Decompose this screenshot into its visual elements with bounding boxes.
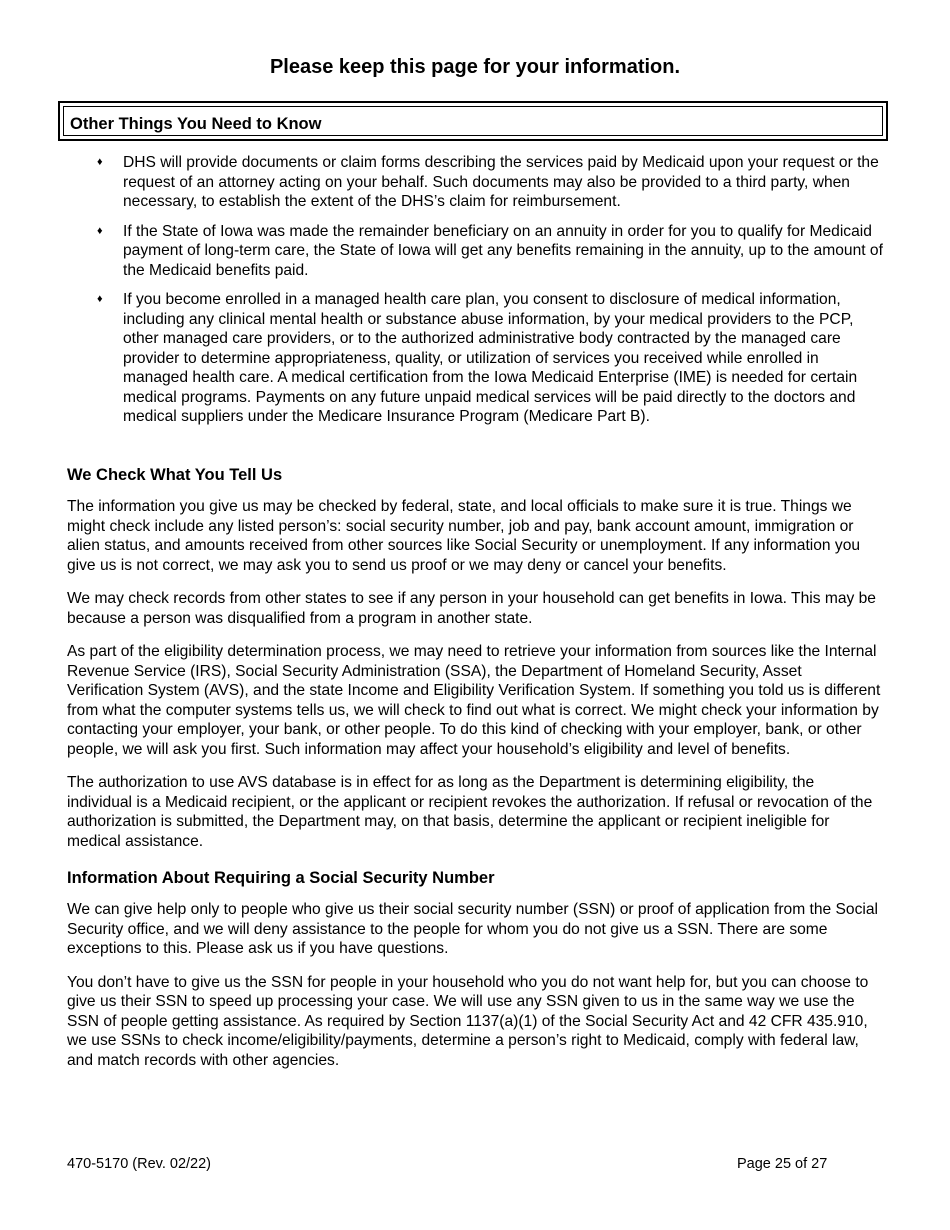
check-paragraph: The authorization to use AVS database is in effect for as long as the Department is determining eligibility, the individual is a Medicaid recipient, or the applicant or recipient revokes the authorization. If refusal or revocation of the authorization is submitted, the Department may, on that basis, determine the applicant or recipient ineligible for medical assistance. (67, 774, 873, 850)
ssn-paragraph: We can give help only to people who give us their social security number (SSN) or proof of application from the Social Security office, and we will deny assistance to the people for whom you do not give us a SSN. There are some exceptions to this. Please ask us if you have questions. (67, 901, 878, 957)
bullet-text: If you become enrolled in a managed health care plan, you consent to disclosure of medical information, including any clinical mental health or substance abuse information, by your medical providers to the PCP, other managed care providers, or to the authorized administrative body contracted by the managed care provider to determine appropriateness, quality, or utilization of services you received while enrolled in managed health care. A medical certification from the Iowa Medicaid Enterprise (IME) is needed for certain medical programs. Payments on any future unpaid medical services will be paid directly to the doctors and medical suppliers under the Medicare Insurance Program (Medicare Part B). (123, 291, 858, 425)
diamond-bullet-icon: ♦ (97, 156, 103, 168)
page-number: Page 25 of 27 (737, 1156, 828, 1172)
check-paragraph: As part of the eligibility determination process, we may need to retrieve your information from sources like the Internal Revenue Service (IRS), Social Security Administration (SSA), the Department of Homeland Security, Asset Verification System (AVS), and the state Income and Eligibility Verification System. If something you told us is different from what the computer systems tells us, we will check to find out what is correct. We might check your information by contacting your employer, your bank, or other people. To do this kind of checking with your employer, bank, or other people, we will ask you first. Such information may affect your household’s eligibility and level of benefits. (67, 643, 881, 758)
list-item (97, 153, 883, 212)
diamond-bullet-icon: ♦ (97, 224, 103, 237)
section-header-box (58, 101, 888, 141)
form-number: 470-5170 (Rev. 02/22) (67, 1156, 212, 1172)
check-paragraph: We may check records from other states to see if any person in your household can get benefits in Iowa. This may be because a person was disqualified from a program in another state. (67, 590, 876, 627)
list-item (97, 290, 883, 427)
check-heading: We Check What You Tell Us (67, 466, 283, 484)
bullet-text: If the State of Iowa was made the remainder beneficiary on an annuity in order for you to qualify for Medicaid payment of long-term care, the State of Iowa will get any benefits remaining in the annuity, up to the amount of the Medicaid benefits paid. (123, 222, 883, 279)
list-item (97, 222, 883, 281)
check-paragraph: The information you give us may be checked by federal, state, and local officials to make sure it is true. Things we might check include any listed person’s: social security number, job and pay, bank account amount, immigration or alien status, and amounts received from other sources like Social Security or unemployment. If any information you give us is not correct, we may ask you to send us proof or we may deny or cancel your benefits. (67, 498, 861, 574)
diamond-bullet-icon: ♦ (97, 293, 103, 305)
bullet-text: DHS will provide documents or claim forms describing the services paid by Medicaid upon your request or the request of an attorney acting on your behalf. Such documents may also be provided to a third party, when necessary, to establish the extent of the DHS’s claim for reimbursement. (123, 154, 879, 210)
section-header-inner-border (63, 106, 883, 136)
info-bullet-list (97, 153, 883, 437)
page-title: Please keep this page for your information. (269, 56, 681, 78)
section-header-title: Other Things You Need to Know (70, 115, 322, 133)
ssn-heading: Information About Requiring a Social Security Number (67, 869, 495, 887)
ssn-paragraph: You don’t have to give us the SSN for people in your household who you do not want help for, but you can choose to give us their SSN to speed up processing your case. We will use any SSN given to us in the same way we use the SSN of people getting assistance. As required by Section 1137(a)(1) of the Social Security Act and 42 CFR 435.910, we use SSNs to check income/eligibility/payments, determine a person’s right to Medicaid, comply with federal law, and match records with other agencies. (67, 973, 869, 1069)
main-content (67, 465, 882, 1084)
